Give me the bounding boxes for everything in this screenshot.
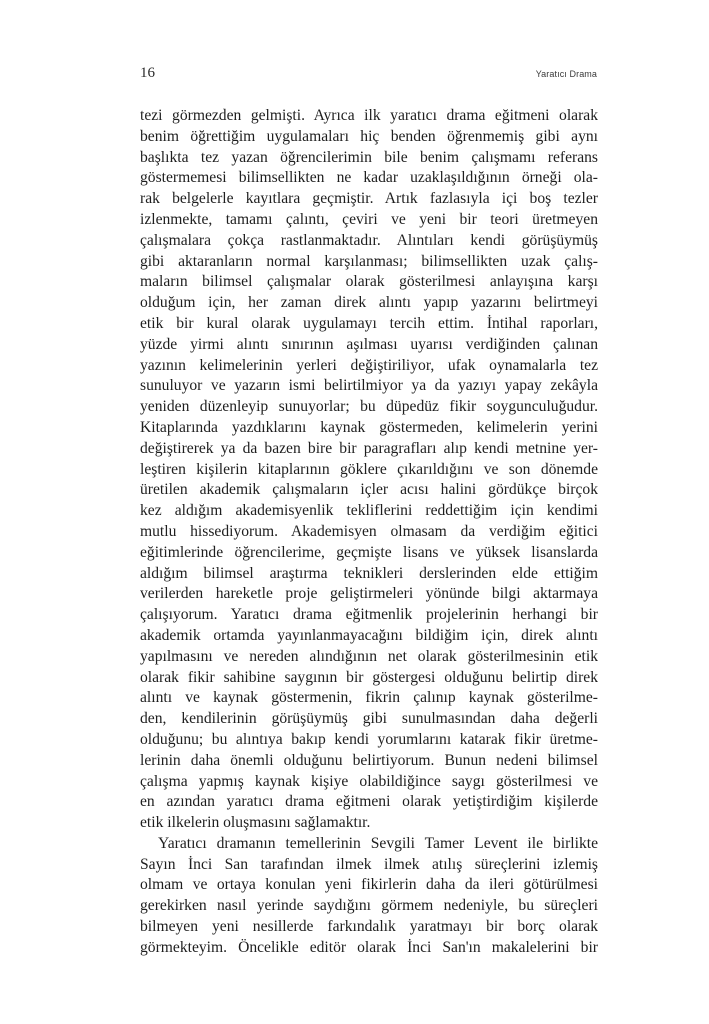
text-line: mutlu hissediyorum. Akademisyen olmasam da verdiğim eğitici [140, 522, 598, 540]
text-line: Sayın İnci San tarafından ilmek ilmek atılış süreçlerini izlemiş [140, 855, 598, 873]
paragraph-start-line: Yaratıcı dramanın temellerinin Sevgili Tamer Levent ile birlikte [158, 834, 598, 852]
text-line: başlıkta tez yazan öğrencilerimin bile benim çalışmamı referans [140, 148, 598, 166]
text-line: maların bilimsel çalışmalar olarak gösterilmesi anlayışına karşı [140, 273, 598, 291]
text-line: benim öğrettiğim uygulamaları hiç benden öğrenmemiş gibi aynı [140, 127, 598, 145]
text-line: en azından yaratıcı drama eğitmeni olarak yetiştirdiğim kişilerde [140, 793, 598, 811]
text-line: rak belgelerle kayıtlara geçmiştir. Artık fazlasıyla içi boş tezler [140, 190, 598, 208]
paragraph-end-line: etik ilkelerin oluşmasını sağlamaktır. [140, 814, 371, 832]
text-line: çalışıyorum. Yaratıcı drama eğitmenlik projelerinin herhangi bir [140, 606, 598, 624]
text-line: yeniden düzenleyip sunuyorlar; bu düpedüz fikir soygunculuğudur. [140, 398, 598, 416]
text-line: olmam ve ortaya konulan yeni fikirlerin daha da ileri götürülmesi [140, 876, 598, 894]
text-line: den, kendilerinin görüşüymüş gibi sunulmasından daha değerli [140, 710, 598, 728]
text-line: yazının kelimelerinin yerleri değiştiriliyor, ufak oynamalarla tez [140, 356, 598, 374]
text-line: aldığım bilimsel araştırma teknikleri derslerinden elde ettiğim [140, 564, 598, 582]
text-line: bilmeyen yeni nesillerde farkındalık yaratmayı bir borç olarak [140, 918, 598, 936]
text-line: gibi aktaranların normal karşılanması; bilimsellikten uzak çalış- [140, 252, 598, 270]
text-line: Kitaplarında yazdıklarını kaynak göstermeden, kelimelerin yerini [140, 418, 598, 436]
text-line: tezi görmezden gelmişti. Ayrıca ilk yaratıcı drama eğitmeni olarak [140, 107, 598, 124]
text-line: yüzde yirmi alıntı sınırının aşılması uyarısı verdiğinden çalınan [140, 335, 598, 353]
text-line: çalışmalara çokça rastlanmaktadır. Alıntıları kendi görüşüymüş [140, 231, 598, 249]
text-line: etik bir kural olarak uygulamayı tercih ettim. İntihal raporları, [140, 314, 598, 332]
text-line: üretilen akademik çalışmaların içler acısı halini gördükçe birçok [140, 481, 598, 499]
page-number: 16 [140, 65, 155, 81]
text-line: görmekteyim. Öncelikle editör olarak İnci San'ın makalelerini bir [140, 938, 598, 956]
text-line: olduğunu; bu alıntıya bakıp kendi yorumlarını katarak fikir üretme- [140, 730, 598, 748]
text-line: gerekirken nasıl yerinde saydığını görmem nedeniyle, bu süreçleri [140, 897, 598, 915]
text-line: izlenmekte, tamamı çalıntı, çeviri ve yeni bir teori üretmeyen [140, 210, 598, 228]
text-line: olarak fikir sahibine saygının bir göstergesi olduğunu belirtip direk [140, 668, 598, 686]
text-line: lerinin daha önemli olduğunu belirtiyorum. Bunun nedeni bilimsel [140, 751, 598, 769]
text-line: olduğum için, her zaman direk alıntı yapıp yazarını belirtmeyi [140, 294, 598, 312]
text-line: eğitimlerinde öğrencilerime, geçmişte lisans ve yüksek lisanslarda [140, 543, 598, 561]
text-line: sunuluyor ve yazarın ismi belirtilmiyor ya da yazıyı yapay zekâyla [140, 377, 598, 395]
text-line: çalışma yapmış kaynak kişiye olabildiğince saygı gösterilmesi ve [140, 772, 598, 790]
text-line: alıntı ve kaynak göstermenin, fikrin çalınıp kaynak gösterilme- [140, 689, 598, 707]
running-header-title: Yaratıcı Drama [535, 69, 597, 79]
text-line: yapılmasını ve nereden alındığının net olarak gösterilmesinin etik [140, 647, 598, 665]
text-line: değiştirerek ya da bazen bire bir paragrafları alıp kendi metnine yer- [140, 439, 598, 457]
text-line: göstermemesi bilimsellikten ne kadar uzaklaşıldığının örneği ola- [140, 169, 598, 187]
text-line: leştiren kişilerin kitaplarının göklere çıkarıldığını ve son dönemde [140, 460, 598, 478]
body-text [140, 106, 598, 959]
text-line: akademik ortamda yayınlanmayacağını bildiğim için, direk alıntı [140, 626, 598, 644]
text-line: kez aldığım akademisyenlik tekliflerini reddettiğim için kendimi [140, 502, 598, 520]
text-line: verilerden hareketle proje geliştirmeleri yönünde bilgi aktarmaya [140, 585, 598, 603]
